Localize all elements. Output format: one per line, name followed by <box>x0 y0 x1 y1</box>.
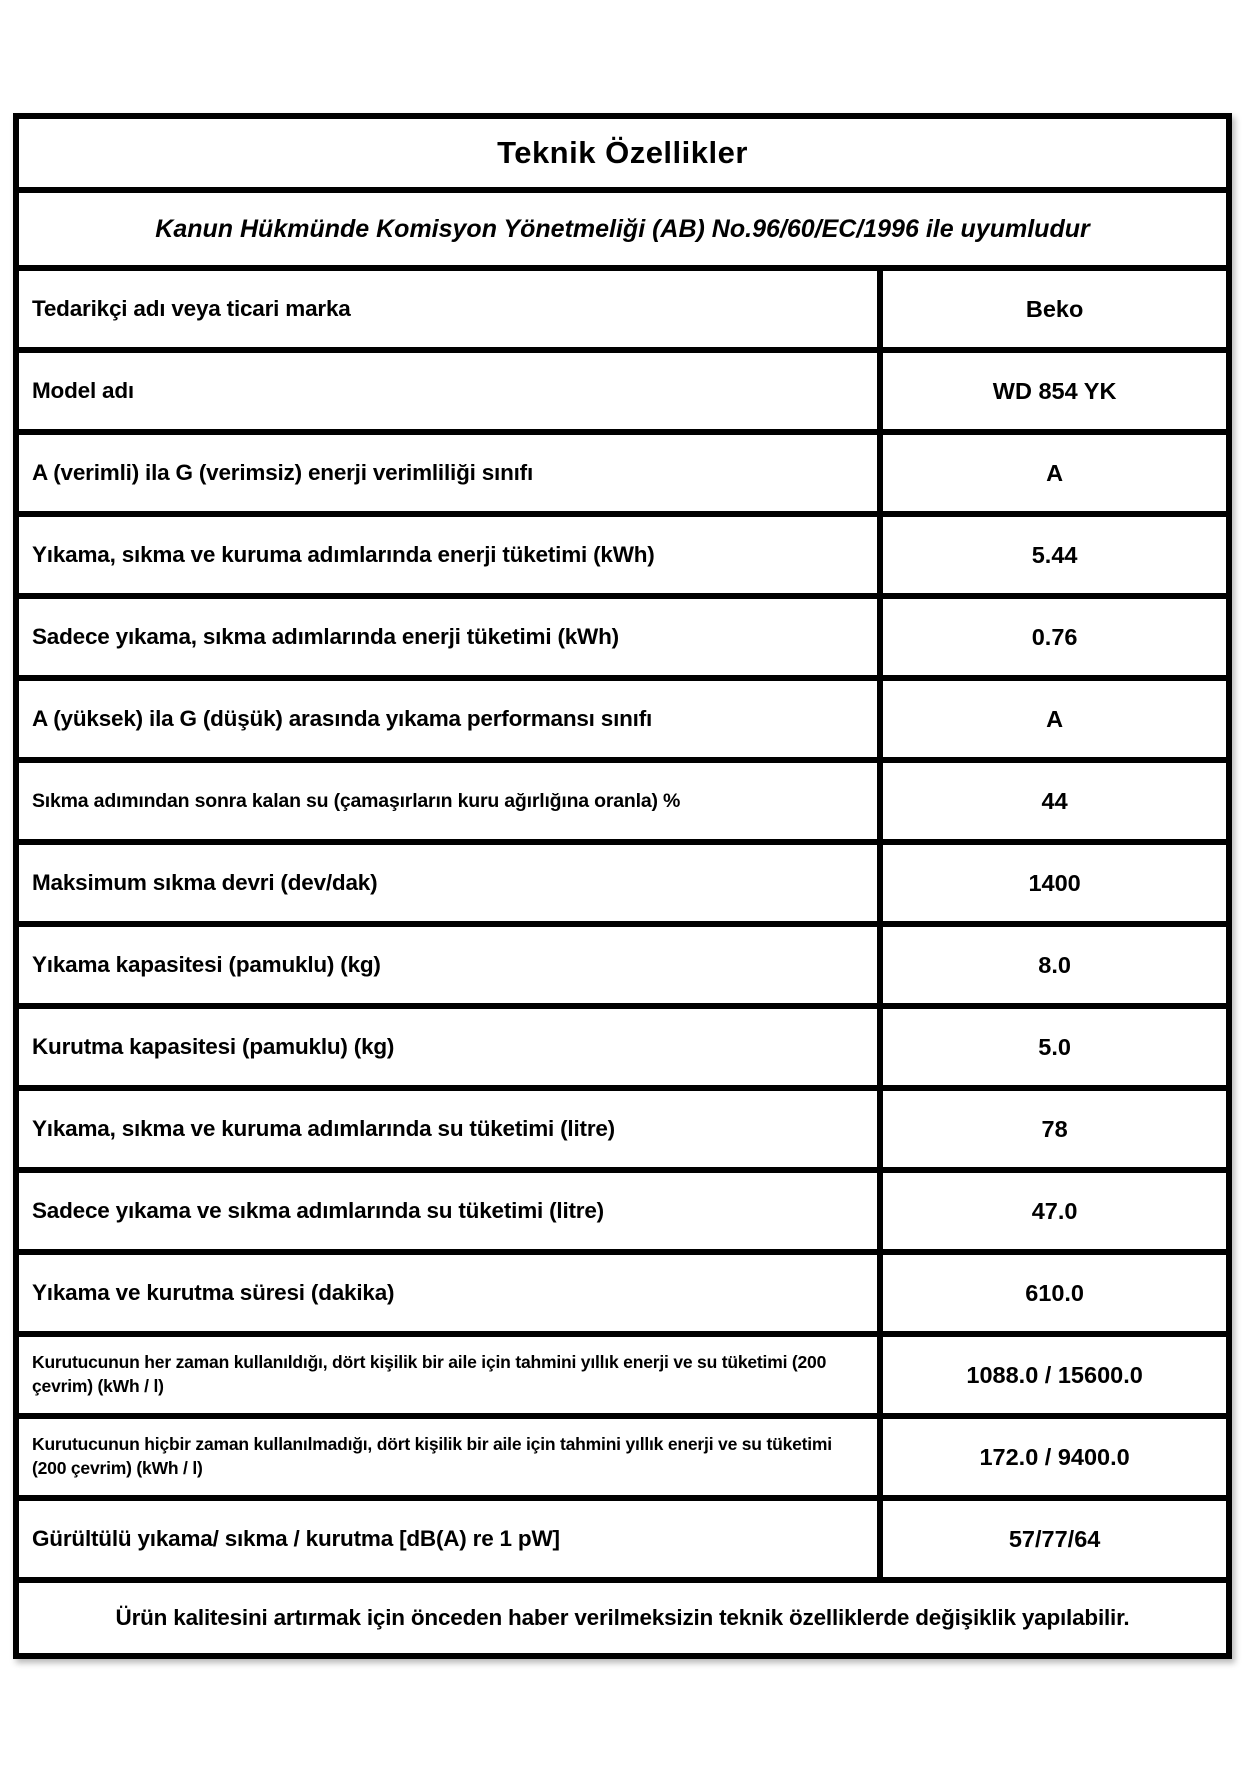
spec-label-cell <box>19 1255 883 1331</box>
spec-value-cell <box>883 1255 1226 1331</box>
page-title-text: Teknik Özellikler <box>497 135 748 170</box>
spec-label-cell <box>19 763 883 839</box>
spec-value-cell <box>883 1419 1226 1495</box>
spec-value-cell <box>883 1009 1226 1085</box>
spec-value-cell <box>883 271 1226 347</box>
spec-label: Yıkama ve kurutma süresi (dakika) <box>32 1279 395 1305</box>
spec-label: Yıkama kapasitesi (pamuklu) (kg) <box>32 951 381 977</box>
spec-label: A (yüksek) ila G (düşük) arasında yıkama performansı sınıfı <box>32 705 653 731</box>
spec-label-cell <box>19 599 883 675</box>
spec-value: 1400 <box>1028 869 1081 896</box>
spec-value-cell <box>883 681 1226 757</box>
spec-value: 47.0 <box>1031 1197 1078 1224</box>
table-row <box>19 511 1226 593</box>
table-row <box>19 1085 1226 1167</box>
spec-value: 5.44 <box>1031 541 1078 568</box>
spec-label-cell <box>19 1173 883 1249</box>
spec-value: A <box>1046 459 1064 486</box>
spec-label-cell <box>19 353 883 429</box>
table-row <box>19 1413 1226 1495</box>
page-title <box>19 119 1226 187</box>
regulation-subtitle-text: Kanun Hükmünde Komisyon Yönetmeliği (AB) No.96/60/EC/1996 ile uyumludur <box>155 214 1090 243</box>
spec-value: 172.0 / 9400.0 <box>979 1443 1130 1470</box>
spec-value-cell <box>883 517 1226 593</box>
spec-label-cell <box>19 435 883 511</box>
spec-label-cell <box>19 1419 883 1495</box>
spec-value: 5.0 <box>1038 1033 1071 1060</box>
spec-label-cell <box>19 1337 883 1413</box>
spec-value: 8.0 <box>1038 951 1071 978</box>
spec-value: A <box>1046 705 1064 732</box>
table-row <box>19 921 1226 1003</box>
spec-value: 0.76 <box>1031 623 1078 650</box>
spec-label: Gürültülü yıkama/ sıkma / kurutma [dB(A) re 1 pW] <box>32 1525 560 1551</box>
spec-value: 610.0 <box>1025 1279 1084 1306</box>
spec-value: 57/77/64 <box>1008 1525 1101 1552</box>
spec-label: Kurutma kapasitesi (pamuklu) (kg) <box>32 1033 395 1059</box>
spec-value-cell <box>883 1173 1226 1249</box>
spec-value: 44 <box>1041 787 1068 814</box>
spec-label: Kurutucunun hiçbir zaman kullanılmadığı, dört kişilik bir aile için tahmini yıllık enerji ve su tüketimi (200 çevrim) (kWh / l) <box>32 1434 832 1478</box>
spec-value-cell <box>883 1501 1226 1577</box>
spec-value-cell <box>883 1091 1226 1167</box>
table-row <box>19 757 1226 839</box>
table-row <box>19 347 1226 429</box>
spec-value-cell <box>883 599 1226 675</box>
spec-value-cell <box>883 1337 1226 1413</box>
spec-label-cell <box>19 681 883 757</box>
spec-value: WD 854 YK <box>992 377 1117 404</box>
table-row <box>19 265 1226 347</box>
spec-label: Sadece yıkama ve sıkma adımlarında su tüketimi (litre) <box>32 1197 604 1223</box>
spec-label-cell <box>19 1091 883 1167</box>
spec-label-cell <box>19 1009 883 1085</box>
spec-value-cell <box>883 927 1226 1003</box>
spec-label-cell <box>19 845 883 921</box>
spec-value: Beko <box>1025 295 1084 322</box>
spec-label-cell <box>19 271 883 347</box>
spec-label: Sıkma adımından sonra kalan su (çamaşırların kuru ağırlığına oranla) % <box>32 789 681 812</box>
spec-label: Model adı <box>32 377 134 403</box>
spec-label: Maksimum sıkma devri (dev/dak) <box>32 869 378 895</box>
table-row <box>19 1249 1226 1331</box>
table-row <box>19 1495 1226 1577</box>
spec-label: A (verimli) ila G (verimsiz) enerji verimliliği sınıfı <box>32 459 534 485</box>
table-row <box>19 675 1226 757</box>
spec-sheet <box>13 113 1232 1659</box>
spec-value-cell <box>883 353 1226 429</box>
disclaimer-note <box>19 1577 1226 1653</box>
spec-value-cell <box>883 435 1226 511</box>
spec-value: 1088.0 / 15600.0 <box>966 1361 1143 1388</box>
spec-label: Sadece yıkama, sıkma adımlarında enerji tüketimi (kWh) <box>32 623 619 649</box>
spec-label: Kurutucunun her zaman kullanıldığı, dört kişilik bir aile için tahmini yıllık enerji ve su tüketimi (200 çevrim) (kWh / l) <box>32 1352 827 1396</box>
table-row <box>19 429 1226 511</box>
table-row <box>19 1331 1226 1413</box>
table-row <box>19 839 1226 921</box>
spec-label: Yıkama, sıkma ve kuruma adımlarında su tüketimi (litre) <box>32 1115 615 1141</box>
spec-rows <box>19 265 1226 1577</box>
regulation-subtitle <box>19 187 1226 265</box>
table-row <box>19 1167 1226 1249</box>
spec-value-cell <box>883 845 1226 921</box>
table-row <box>19 593 1226 675</box>
spec-label: Yıkama, sıkma ve kuruma adımlarında enerji tüketimi (kWh) <box>32 541 655 567</box>
spec-label-cell <box>19 1501 883 1577</box>
spec-label-cell <box>19 927 883 1003</box>
spec-label-cell <box>19 517 883 593</box>
disclaimer-text: Ürün kalitesini artırmak için önceden haber verilmeksizin teknik özelliklerde değişiklik yapılabilir. <box>115 1605 1130 1630</box>
spec-value-cell <box>883 763 1226 839</box>
table-row <box>19 1003 1226 1085</box>
spec-value: 78 <box>1041 1115 1068 1142</box>
spec-label: Tedarikçi adı veya ticari marka <box>32 295 351 321</box>
